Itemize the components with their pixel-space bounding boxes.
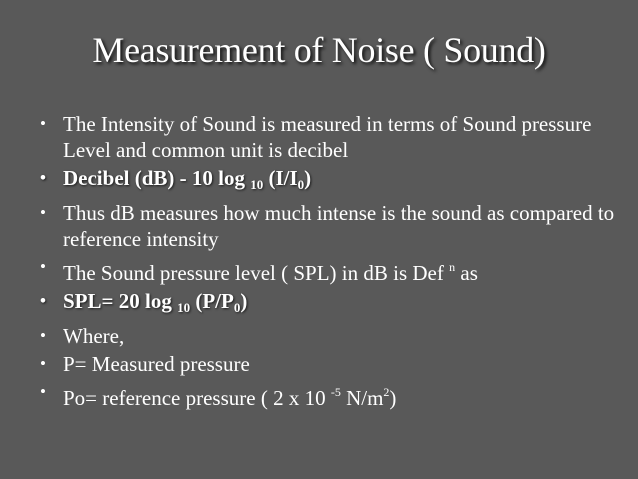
bullet-dot: • [40,114,46,133]
bullet-list [40,111,625,413]
formula-suffix: ) [304,166,312,190]
formula-suffix: ) [240,289,248,313]
bullet-reference-pressure [40,379,625,411]
reference-unit-exponent: 2 [383,385,390,399]
reference-exponent: -5 [330,385,341,399]
bullet-text: Where, [63,324,125,348]
bullet-dot: • [40,326,46,345]
definition-prefix: The Sound pressure level ( SPL) in dB is Def [63,261,450,285]
bullet-text: Thus dB measures how much intense is the sound as compared to reference intensity [63,201,615,251]
bullet-dot: • [40,382,46,401]
bullet-text: P= Measured pressure [63,352,250,376]
bullet-where [40,323,625,349]
definition-suffix: as [455,261,478,285]
reference-suffix: ) [389,386,397,410]
bullet-measured-pressure [40,351,625,377]
bullet-dot: • [40,203,46,222]
formula-prefix: Decibel (dB) - 10 log [63,166,251,190]
bullet-dot: • [40,291,46,310]
formula-middle: (P/P [190,289,234,313]
bullet-spl-definition [40,254,625,286]
bullet-db-meaning [40,200,625,252]
formula-reference-subscript: 0 [233,300,241,315]
formula-log-base: 10 [250,177,264,192]
formula-prefix: SPL= 20 log [63,289,178,313]
reference-prefix: Po= reference pressure ( 2 x 10 [63,386,331,410]
bullet-spl-formula [40,288,625,321]
bullet-intensity [40,111,625,163]
formula-log-base: 10 [177,300,191,315]
bullet-decibel-formula [40,165,625,198]
bullet-dot: • [40,257,46,276]
slide-title: Measurement of Noise ( Sound) [92,30,546,70]
bullet-dot: • [40,168,46,187]
reference-unit: N/m [340,386,384,410]
bullet-text: The Intensity of Sound is measured in terms of Sound pressure Level and common unit is decibel [63,112,592,162]
bullet-dot: • [40,354,46,373]
formula-middle: (I/I [263,166,298,190]
formula-reference-subscript: 0 [297,177,305,192]
definition-superscript: n [449,260,456,274]
